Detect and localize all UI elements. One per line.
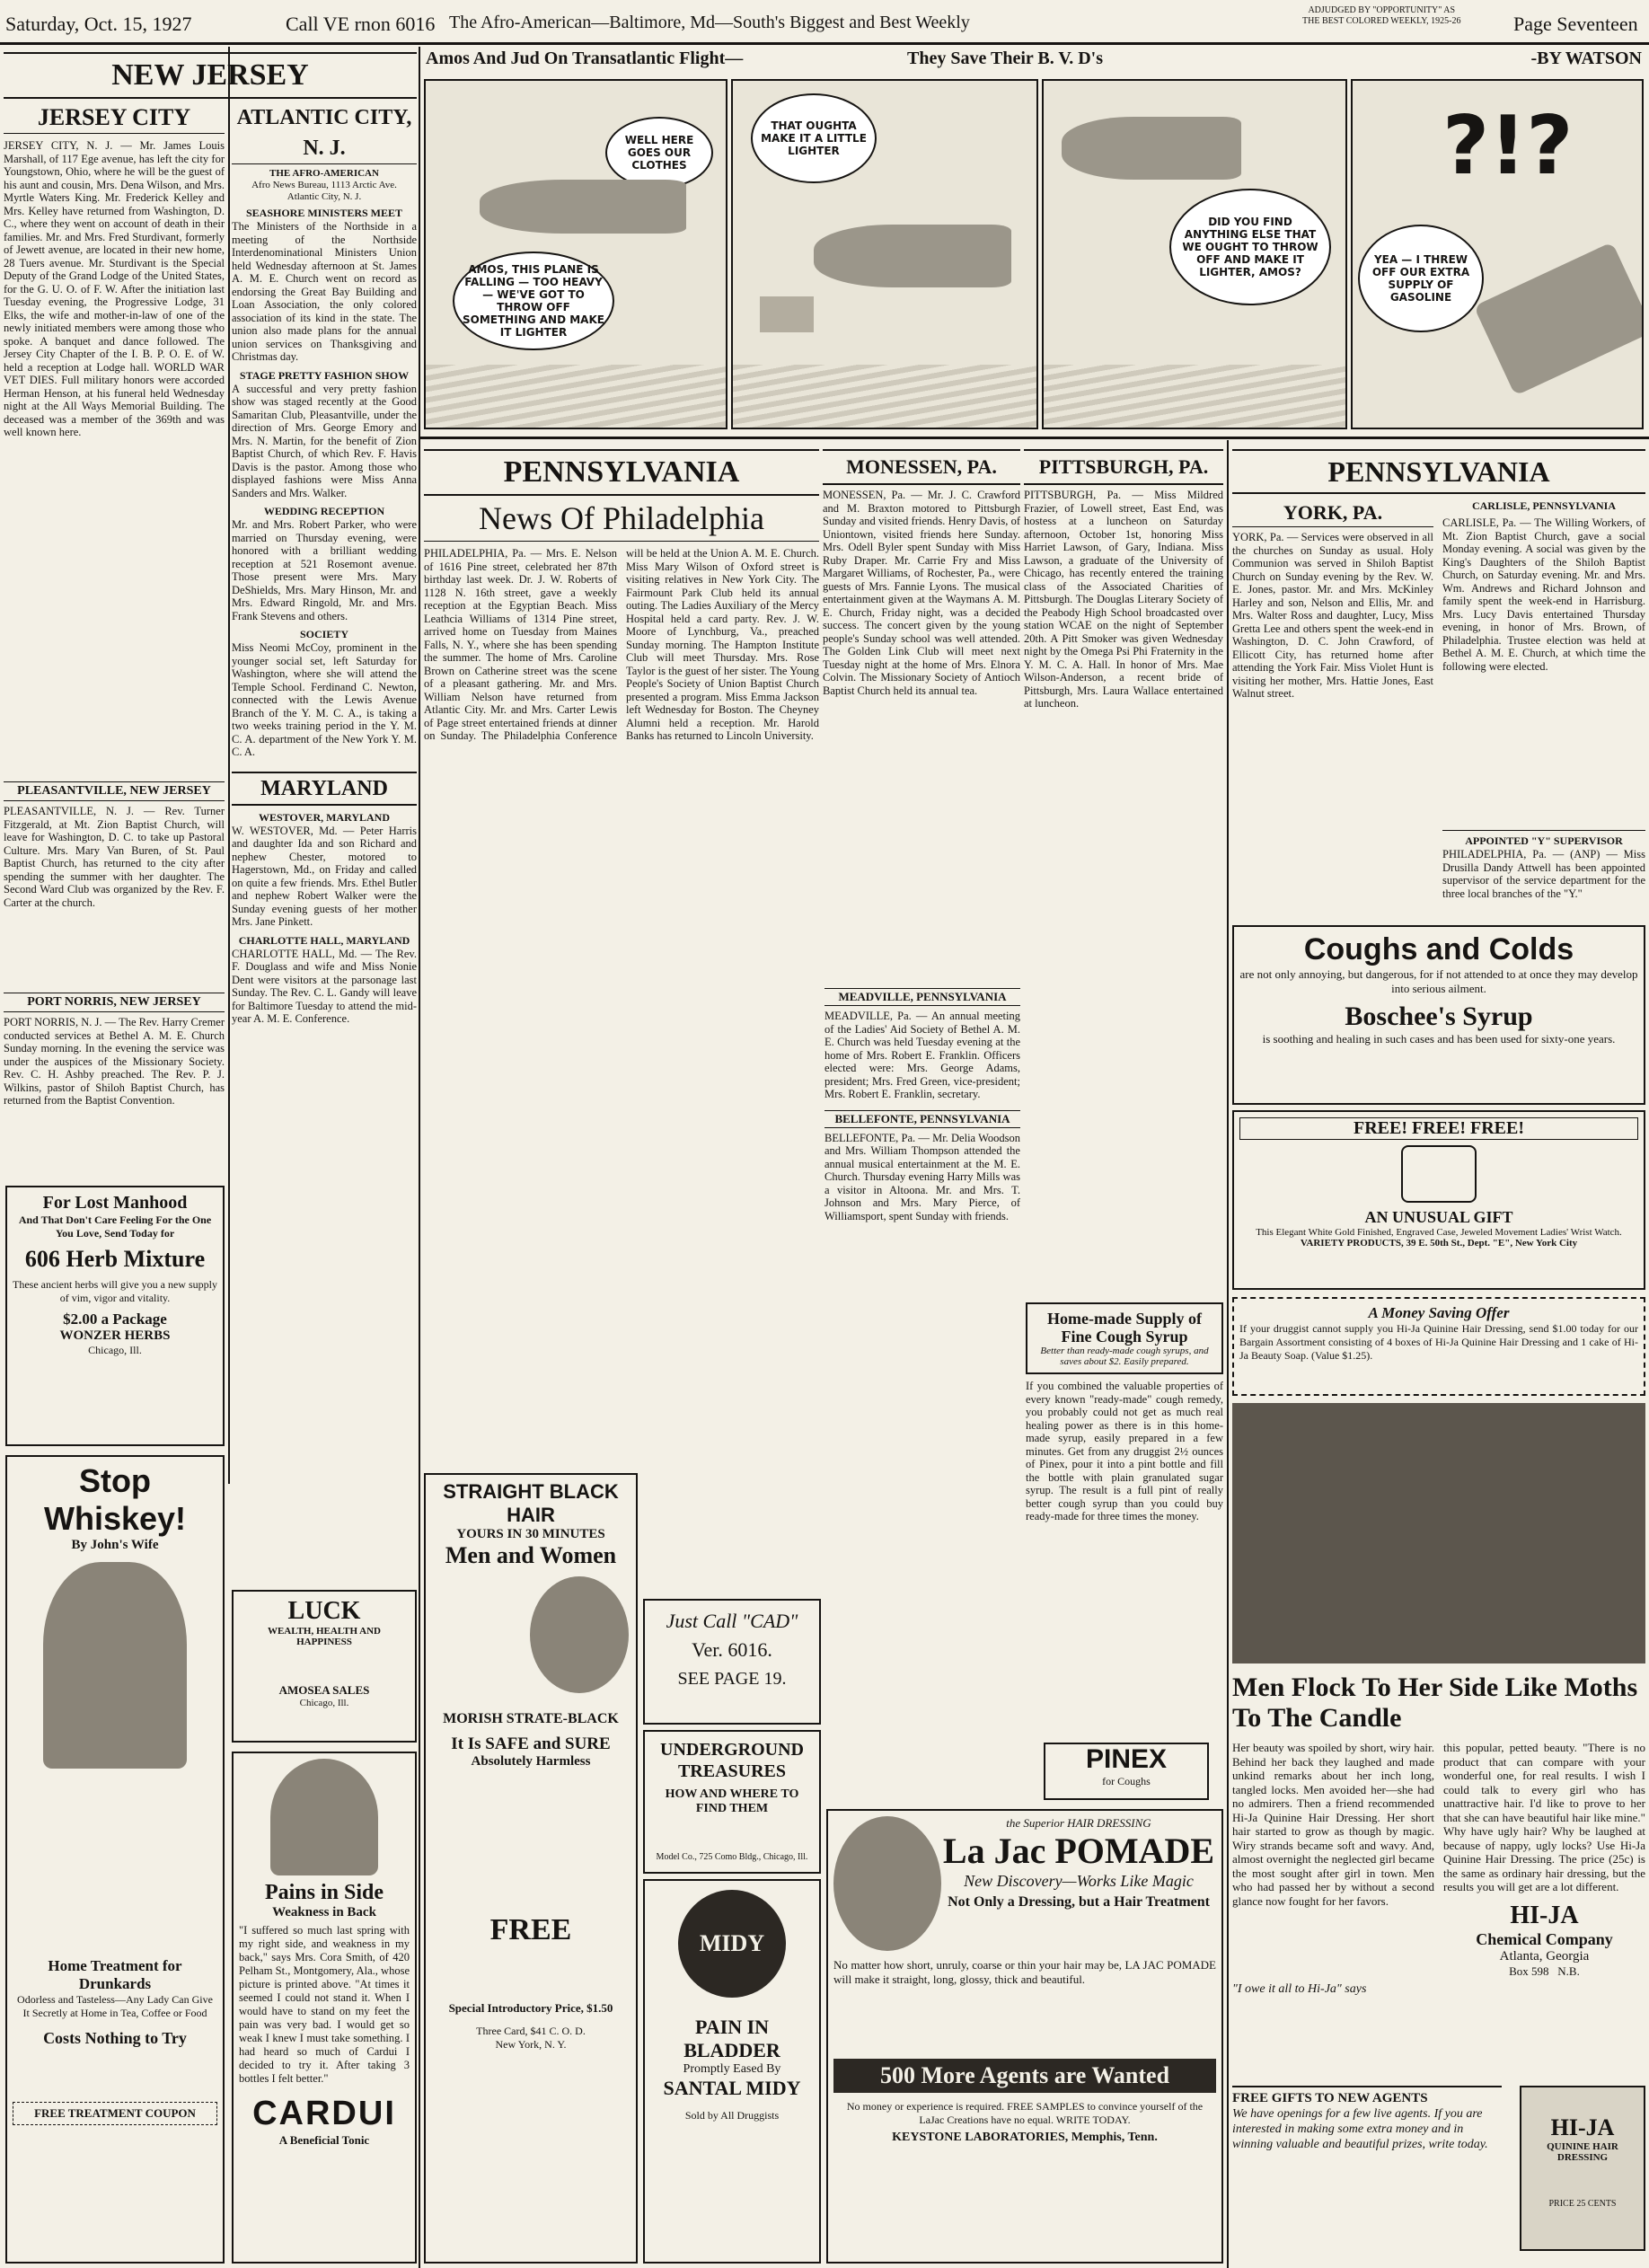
treasures-ad: UNDERGROUND TREASURES HOW AND WHERE TO FIND THEM Model Co., 725 Como Bldg., Chicago, Ill. (643, 1730, 821, 1874)
comic-title: Amos And Jud On Transatlantic Flight— (426, 49, 744, 68)
speech-bubble: YEA — I THREW OFF OUR EXTRA SUPPLY OF GASOLINE (1358, 225, 1484, 332)
section-title: ATLANTIC CITY, N. J. (232, 102, 417, 164)
herb-mixture-ad: For Lost Manhood And That Don't Care Feeling For the One You Love, Send Today for 606 Herb Mixture These ancient herbs will give you a new supply of vim, vigor and vitality. $2.00 a Package WONZER HERBS Chicago, Ill. (5, 1186, 225, 1446)
article-text: PLEASANTVILLE, N. J. — Rev. Turner Fitzgerald, at Mt. Zion Baptist Church, will leave for Washington, D. C. to take up Pastoral Culture. Mrs. Mary Van Buren, of St. Paul Baptist Church, has returned to the city after spending the summer with her daughter. The Second Ward Club was organized by the Rev. F. Carter at the church. (4, 805, 225, 909)
section-title: MONESSEN, PA. (823, 449, 1020, 485)
ad-headline: Men Flock To Her Side Like Moths To The Candle (1232, 1672, 1638, 1733)
pennsylvania-heading: PENNSYLVANIA (1232, 449, 1645, 494)
ocean-waves (426, 365, 726, 428)
lajac-pomade-ad: the Superior HAIR DRESSING La Jac POMADE New Discovery—Works Like Magic Not Only a Dressing, but a Hair Treatment No matter how short, unruly, coarse or thin your hair may be, LA JAC POMADE will make it straight, long, glossy, thick and beautiful. 500 More Agents are Wanted No money or experience is required. FREE SAMPLES to convince yourself of the LaJac Creations have no equal. WRITE TODAY. KEYSTONE LABORATORIES, Memphis, Tenn. (826, 1809, 1223, 2264)
subhead: STAGE PRETTY FASHION SHOW (239, 368, 410, 382)
article-text: BELLEFONTE, Pa. — Mr. Delia Woodson and Mrs. William Thompson attended the annual musical entertainment at the M. E. Church. Thursday evening Harry Mills was a visitor in Altoona. Mr. and Mrs. T. Johnson and Mrs. Mary Pierce, of Williamsport, spent Sunday with friends. (824, 1131, 1020, 1222)
article-text: MEADVILLE, Pa. — An annual meeting of the Ladies' Aid Society of Bethel A. M. E. Church was held Tuesday evening at the home of Mrs. Robert E. Franklin. Officers elected were: Mrs. George Adams, president; Mrs. Fred Green, vice-president; Mrs. Robert E. Franklin, secretary. (824, 1010, 1020, 1100)
section-title: BELLEFONTE, PENNSYLVANIA (824, 1110, 1020, 1128)
article-text: PORT NORRIS, N. J. — The Rev. Harry Cremer conducted services at Bethel A. M. E. Church Sunday morning. In the evening the service was under the auspices of the Missionary Society. Rev. C. H. Ashby preached. The Rev. P. J. Wilkins, pastor of Shiloh Baptist Church, has returned from the Baptist Convention. (4, 1016, 225, 1107)
ocean-waves (1044, 365, 1345, 428)
cardui-ad: Pains in Side Weakness in Back "I suffered so much last spring with my right side, and weakness in my back," says Mrs. Cora Smith, of 420 Pelham St., Montgomery, Ala., whose picture is printed above. "At times it seemed I could not stand it. When I would have to stand on my feet the pain was very bad. I would get so weak I knew I must take something. I had heard so much of Cardui I decided to try it. After taking 3 bottles I felt better." CARDUI A Beneficial Tonic (232, 1752, 417, 2264)
subhead: SEASHORE MINISTERS MEET (245, 207, 403, 219)
section-title: JERSEY CITY (4, 102, 225, 134)
ocean-waves (733, 365, 1036, 428)
comic-panel-3 (1042, 79, 1347, 429)
comic-subtitle: They Save Their B. V. D's (907, 49, 1104, 68)
airplane-drawing (1062, 117, 1241, 180)
pinex-syrup-ad: Home-made Supply of Fine Cough Syrup Better than ready-made cough syrups, and saves about $2. Easily prepared. If you combined the valuable properties of every known "ready-made" cough remedy, you probably could not get as much real healing power as there is in this home-made syrup, easily prepared in a few minutes. Get from any druggist 2½ ounces of Pinex, pour it into a pint bottle and fill the bottle with plain granulated sugar syrup. The result is a full pint of really better cough syrup than you could buy ready-made for three times the money. PINEX for Coughs (1026, 1302, 1223, 1805)
comic-strip (422, 49, 1649, 435)
masthead (0, 0, 1649, 45)
woman-portrait (270, 1759, 378, 1875)
airplane-drawing (1474, 242, 1644, 396)
comic-byline: -BY WATSON (1530, 49, 1642, 68)
section-title: PORT NORRIS, NEW JERSEY (4, 993, 225, 1012)
section-title: MEADVILLE, PENNSYLVANIA (824, 988, 1020, 1006)
jar-illustration (833, 1816, 941, 1951)
speech-bubble: DID YOU FIND ANYTHING ELSE THAT WE OUGHT TO THROW OFF AND MAKE IT LIGHTER, AMOS? (1169, 189, 1331, 305)
article-text: Mr. and Mrs. Robert Parker, who were married on Thursday evening, were honored with a brilliant wedding reception at 521 Rosemont avenue. Those present were Mrs. Mary DeShields, Mrs. Mary Hinson, Mr. and Mrs. Edward Ringold, Mr. and Mrs. Frank Stevens and others. (232, 518, 417, 622)
article-text: The Ministers of the Northside in a meeting of the Northside Interdenominational Ministers Union held Wednesday afternoon at St. James A. M. E. Church went on record as endorsing the Great Bay Building and Loan Association, the only colored association of its kind in the state. The union also made plans for the annual union services on Thanksgiving and Christmas day. (232, 220, 417, 363)
column-rule (1227, 440, 1229, 2268)
atlantic-city-section (232, 102, 417, 1540)
woman-portrait (530, 1576, 629, 1693)
wrist-watch-gift-ad: FREE! FREE! FREE! AN UNUSUAL GIFT This Elegant White Gold Finished, Engraved Case, Jeweled Movement Ladies' Wrist Watch. VARIETY PRODUCTS, 39 E. 50th St., Dept. "E", New York City (1232, 1110, 1645, 1290)
issue-date: Saturday, Oct. 15, 1927 (5, 13, 192, 35)
pittsburgh-section (1024, 449, 1223, 1293)
exclamation-symbols: ?!? (1442, 99, 1574, 193)
pennsylvania-heading: PENNSYLVANIA (424, 449, 819, 496)
airplane-drawing (480, 180, 686, 234)
article-text: MONESSEN, Pa. — Mr. J. C. Crawford and M. Braxton motored to Pittsburgh Sunday and visited friends. Henry Davis, of Uniontown, visited friends here Sunday. Mrs. Odell Byler spent Sunday with Miss Ruby Draper. Mr. Carrie Fry and Miss Margaret Williams, of Rochester, Pa., were guests of Mrs. Fannie Lyons. The musical entertainment given at the Waymans A. M. E. Church, Friday night, was a decided success. The concert given by the young people's Sunday school was well attended. The Golden Link Club will meet next Tuesday night at the home of Mrs. Elnora Colvin. The Missionary Society of Antioch Baptist Church held its annual tea. (823, 489, 1020, 697)
hi-ja-product-box: HI-JA QUININE HAIR DRESSING PRICE 25 CENTS (1520, 2086, 1645, 2251)
section-title: PITTSBURGH, PA. (1024, 449, 1223, 485)
section-title: News Of Philadelphia (424, 496, 819, 542)
article-text: CHARLOTTE HALL, Md. — The Rev. F. Douglass and wife and Miss Nonie Dent were visitors at the parsonage last Sunday. The Rev. C. L. Gandy will leave for Baltimore Tuesday to attend the mid-year A. M. E. Conference. (232, 947, 417, 1025)
subhead: SOCIETY (299, 628, 349, 640)
comic-panel-1 (424, 79, 728, 429)
subhead: CHARLOTTE HALL, MARYLAND (238, 933, 410, 947)
speech-bubble: THAT OUGHTA MAKE IT A LITTLE LIGHTER (751, 93, 877, 183)
pinex-logo: PINEX (1085, 1744, 1168, 1774)
section-title: PLEASANTVILLE, NEW JERSEY (4, 781, 225, 801)
subhead: APPOINTED "Y" SUPERVISOR (1465, 834, 1623, 847)
article-text: PHILADELPHIA, Pa. — (ANP) — Miss Drusilla Dandy Attwell has been appointed supervisor of the service department for the three local branches of the "Y." (1442, 848, 1645, 900)
comic-panel-2 (731, 79, 1038, 429)
stop-whiskey-ad: Stop Whiskey! By John's Wife Home Treatment for Drunkards Odorless and Tasteless—Any Lady Can Give It Secretly at Home in Tea, Coffee or Food Costs Nothing to Try FREE TREATMENT COUPON (5, 1455, 225, 2264)
woman-illustration (43, 1562, 187, 1769)
article-text: CARLISLE, Pa. — The Willing Workers, of Mt. Zion Baptist Church, gave a social Monday evening. A social was given by the King's Daughters of the Shiloh Baptist Church, on Saturday evening. Mr. and Mrs. Wm. Andrews and Richard Johnson and family spent the week-end in Harrisburg. Mrs. Lucy Davis entertained Thursday evening, in honor of Mrs. Brown, of Philadelphia. Trustee election was held at Bethel A. M. E. Church, at which time the following were elected. (1442, 516, 1645, 673)
speech-bubble: AMOS, THIS PLANE IS FALLING — TOO HEAVY — WE'VE GOT TO THROW OFF SOMETHING AND MAKE IT LIGHTER (453, 252, 614, 350)
column-rule (228, 47, 230, 1484)
philadelphia-section (424, 449, 819, 1464)
jersey-city-section (4, 102, 225, 776)
airplane-drawing (814, 225, 1011, 287)
page-number: Page Seventeen (1513, 13, 1638, 35)
maryland-heading: MARYLAND (232, 772, 417, 806)
meadville-section (824, 988, 1020, 1527)
article-text: YORK, Pa. — Services were observed in all the churches on Sunday as usual. Holy Communion was served in Shiloh Baptist Church on Sunday evening by the Rev. W. E. Jones, pastor. Mr. and Mrs. McKinley Harley and son, Nelson and Ellis, Mr. and Mrs. Walter Ross and daughter, Lucy, Miss Gretta Lee and others spent the week-end in Washington, D. C. John Crawford, of Ellicott City, has returned home after attending the York Fair. Miss Violet Hunt is visiting her mother, Mrs. Hattie Jones, East Walnut street. (1232, 531, 1433, 700)
couple-photo (1232, 1403, 1645, 1663)
award-note: ADJUDGED BY "OPPORTUNITY" AS THE BEST COLORED WEEKLY, 1925-26 (1302, 5, 1461, 26)
port-norris-section (4, 993, 225, 1172)
falling-clothes (760, 296, 814, 332)
comic-panel-4 (1351, 79, 1644, 429)
luck-ad: LUCK WEALTH, HEALTH AND HAPPINESS AMOSEA SALES Chicago, Ill. (232, 1590, 417, 1743)
midy-capsule-logo: MIDY (678, 1890, 786, 1998)
article-text: Miss Neomi McCoy, prominent in the younger social set, left Saturday for Washington, where she will attend the Temple School. Ferdinand C. Newton, connected with the Lewis Avenue Branch of the Y. M. C. A., is taking a two weeks training period in the Y. M. C. A. department of the New York Y. M. C. A. (232, 641, 417, 758)
money-saving-offer: A Money Saving Offer If your druggist cannot supply you Hi-Ja Quinine Hair Dressing, send $1.00 today for our Bargain Assortment consisting of 4 boxes of Hi-Ja Quinine Hair Dressing and 1 cake of Hi-Ja Beauty Soap. (Value $1.25). (1232, 1297, 1645, 1396)
news-bureau: THE AFRO-AMERICAN Afro News Bureau, 1113 Arctic Ave. Atlantic City, N. J. (251, 168, 397, 202)
subhead: WEDDING RECEPTION (263, 505, 385, 517)
section-title: CARLISLE, PENNSYLVANIA (1471, 499, 1617, 512)
article-text: PHILADELPHIA, Pa. — Mrs. E. Nelson of 1616 Pine street, celebrated her 87th birthday last week. Dr. J. W. Roberts of 1128 N. 16th street, gave a weekly reception at the Egyptian Beach. Miss Leathcia Williams of 1314 Pine street, arrived home on Tuesday from Maines Falls, N. Y., where she has been spending the summer. The home of Mrs. Caroline Brown on Catherine street was the scene of a pleasant gathering. Mr. and Mrs. William Nelson have returned from Atlantic City. Mr. and Mrs. Carter Lewis of Page street entertained friends at dinner on Sunday. The Philadelphia Conference will be held at the Union A. M. E. Church. Miss Mary Wilson of Oxford street is visiting relatives in New York City. The Fairmount Park Club held its annual outing. The Ladies Auxiliary of the Mercy Hospital held a card party. Rev. J. W. Moore of Lynchburg, Va., preached Sunday morning. The Hampton Institute Club will meet Thursday. Mrs. Rose Taylor is the guest of her sister. The Young People's Society of Union Baptist Church presented a program. Miss Emma Jackson left Wednesday for Boston. The Cheyney Alumni held a reception. Mr. Harold Banks has returned to Lincoln University. (424, 547, 819, 742)
new-jersey-heading: NEW JERSEY (4, 52, 417, 99)
agents-wanted-banner: 500 More Agents are Wanted (833, 2059, 1216, 2093)
phone-number: Call VE rnon 6016 (286, 13, 436, 35)
straight-hair-ad: STRAIGHT BLACK HAIR YOURS IN 30 MINUTES Men and Women MORISH STRATE-BLACK It Is SAFE and SURE Absolutely Harmless FREE Special Introductory Price, $1.50 Three Card, $41 C. O. D. New York, N. Y. (424, 1473, 638, 2264)
comic-bottom-rule (420, 437, 1649, 439)
section-title: YORK, PA. (1232, 499, 1433, 527)
monessen-section (823, 449, 1020, 979)
article-text: W. WESTOVER, Md. — Peter Harris and daughter Ida and son Richard and nephew Chester, motored to Hagerstown, Md., on Friday and called on quite a few friends. Mrs. Ethel Butler and nephew Robert Walker were the Sunday evening guests of her mother Mrs. Jane Pinkett. (232, 824, 417, 928)
pleasantville-section (4, 781, 225, 988)
wrist-watch-illustration (1401, 1145, 1477, 1203)
newspaper-title: The Afro-American—Baltimore, Md—South's Biggest and Best Weekly (449, 13, 970, 32)
subhead: WESTOVER, MARYLAND (258, 810, 391, 824)
article-text: PITTSBURGH, Pa. — Miss Mildred Frazier, of Lowell street, East End, was hostess at a luncheon on Saturday afternoon, October 1st, honoring Miss Harriet Lawson, of Gary, Indiana. Miss Lawson, a graduate of the University of Chicago, has recently entered the training class of the Associated Charities of Pittsburgh. The Douglas Literary Society of the Peabody High School broadcasted over station WCAE on the night of September 20th. A Pitt Smoker was given Wednesday night by the Omega Psi Phi Fraternity in the Y. M. C. A. Hall. In honor of Mrs. Mae Wilson-Anderson, a recent bride of Pittsburgh, Mrs. Laura Wallace entertained at luncheon. (1024, 489, 1223, 710)
appointed-supervisor (1442, 830, 1645, 920)
santal-midy-ad: MIDY PAIN IN BLADDER Promptly Eased By SANTAL MIDY Sold by All Druggists (643, 1879, 821, 2264)
speech-bubble: WELL HERE GOES OUR CLOTHES (605, 117, 713, 189)
article-text: A successful and very pretty fashion show was staged recently at the Good Samaritan Club, Pleasantville, under the direction of Mrs. George Emory and Mrs. N. Martin, for the benefit of Zion Baptist Church, of which Rev. F. Havis Davis is the pastor. Among those who displayed fashions were Miss Anna Sanders and Mrs. Walker. (232, 382, 417, 499)
article-text: JERSEY CITY, N. J. — Mr. James Louis Marshall, of 117 Ege avenue, has left the city for Youngstown, Ohio, where he will be the guest of his aunt and cousin, Mrs. Dena Wilson, and Mrs. Myrtle Waters King. Mr. Frederick Kelley and Mrs. Kelley have returned from Washington, D. C., where they went on account of death in their families. Mr. and Mrs. Fred Sturdivant, formerly of Jewett avenue, are located in their new home, 28 Tuers avenue. Mr. Sturdivant is the Special Deputy of the Grand Lodge of the United States, for the G. U. O. of F. W. After the initiation last Tuesday evening, the Progressive Lodge, 31 Elks, the wife and mother-in-law of one of the newly initiated members were among those who spoke. A banquet and dance followed. The Jersey City Chapter of the I. B. P. O. E. of W. held a reception at Lodge hall. WORLD WAR VET DIES. Full military honors were accorded Herman Henson, at his funeral held Wednesday night at the All Ways Memorial Building. The deceased was a member of the 369th and was well known here. (4, 139, 225, 438)
york-section (1232, 449, 1645, 826)
hi-ja-ad: Men Flock To Her Side Like Moths To The Candle Her beauty was spoiled by short, wiry hair. Behind her back they laughed and made unkind remarks about her inch long, tangled locks. Men avoided her—she had no admirers. Then a friend recommended Hi-Ja Quinine Hair Dressing. Her short hair started to grow as though by magic. Wiry strands became soft and wavy. And, almost overnight the neglected girl became the most sought after girl in town. Men who had passed her by without a second glance now fought for her favors. this popular, petted beauty. "There is no product that can compare with your wonderful one, for real results. I wish I could talk to every girl who has unattractive hair. I'd like to prove to her that she can have beautiful hair like mine." Why have ugly hair? Why be laughed at because of nappy, ugly locks? Use Hi-Ja Quinine Hair Dressing. The price (25c) is the same as ordinary hair dressing, but the results you will get are a lot different. HI-JA Chemical Company Atlanta, Georgia Box 598 N.B. "I owe it all to Hi-Ja" says FREE GIFTS TO NEW AGENTS We have openings for a few live agents. If you are interested in making some extra money and in winning valuable and beautiful prizes, write today. HI-JA QUININE HAIR DRESSING PRICE 25 CENTS (1232, 1403, 1645, 2264)
boschee-syrup-ad: Coughs and Colds are not only annoying, but dangerous, for if not attended to at once they may develop into serious ailment. Boschee's Syrup is soothing and healing in such cases and has been used for sixty-one years. (1232, 925, 1645, 1105)
column-rule (419, 47, 420, 2268)
call-cad-ad: Just Call "CAD" Ver. 6016. SEE PAGE 19. (643, 1599, 821, 1725)
